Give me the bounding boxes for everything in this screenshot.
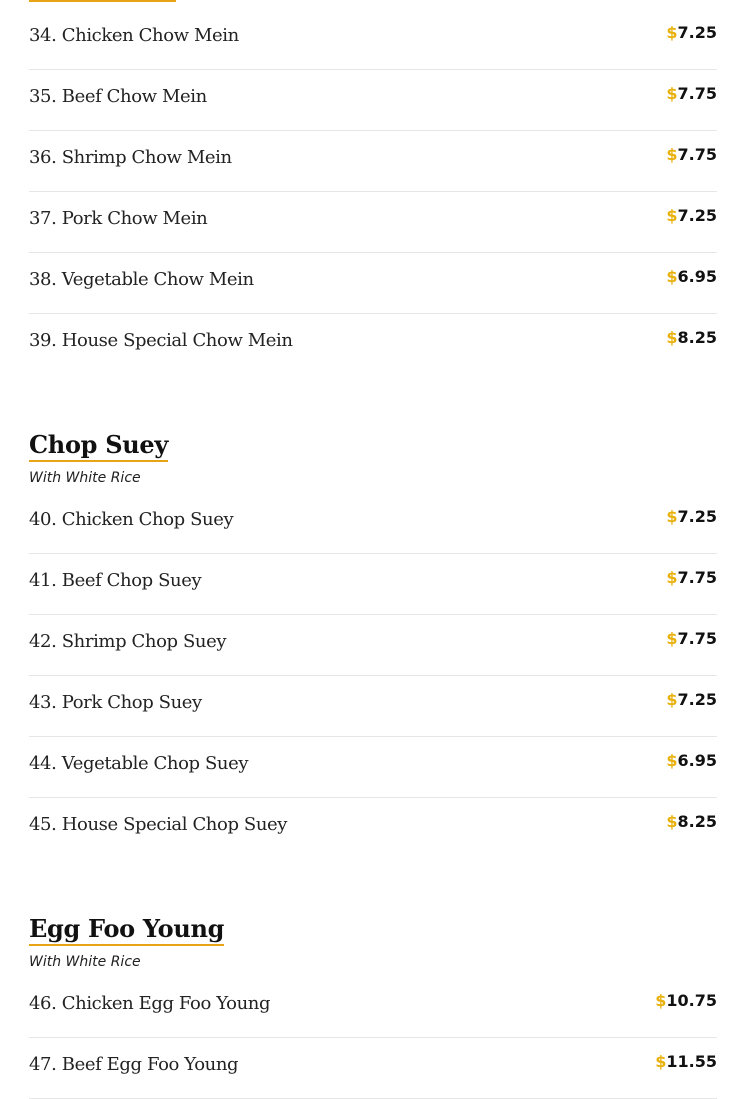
dollar-sign: $	[666, 629, 678, 648]
section-title: Chop Suey	[29, 430, 168, 462]
price-value: 8.25	[677, 328, 717, 347]
item-name: 43. Pork Chop Suey	[29, 692, 202, 713]
menu-item[interactable]	[29, 192, 717, 253]
section-chow-mein	[29, 0, 717, 374]
menu-item[interactable]	[29, 314, 717, 374]
price-value: 7.75	[677, 629, 717, 648]
item-price	[666, 267, 717, 286]
dollar-sign: $	[666, 267, 678, 286]
item-price	[666, 629, 717, 648]
menu-item[interactable]	[29, 554, 717, 615]
item-name: 34. Chicken Chow Mein	[29, 25, 239, 46]
item-name: 45. House Special Chop Suey	[29, 814, 288, 835]
dollar-sign: $	[666, 23, 678, 42]
section-title	[29, 0, 176, 2]
menu-item[interactable]	[29, 615, 717, 676]
menu-item[interactable]	[29, 9, 717, 70]
dollar-sign: $	[666, 145, 678, 164]
section-subtitle: With White Rice	[29, 470, 141, 486]
item-name: 40. Chicken Chop Suey	[29, 509, 234, 530]
section-title: Egg Foo Young	[29, 914, 224, 946]
section-egg-foo-young	[29, 914, 717, 1099]
dollar-sign: $	[666, 690, 678, 709]
item-name: 44. Vegetable Chop Suey	[29, 753, 249, 774]
price-value: 7.25	[677, 206, 717, 225]
menu-page	[29, 0, 717, 1099]
price-value: 7.25	[677, 23, 717, 42]
dollar-sign: $	[666, 812, 678, 831]
item-price	[655, 991, 717, 1010]
dollar-sign: $	[666, 568, 678, 587]
item-price	[666, 145, 717, 164]
price-value: 7.25	[677, 690, 717, 709]
price-value: 6.95	[677, 751, 717, 770]
menu-item[interactable]	[29, 737, 717, 798]
menu-item[interactable]	[29, 676, 717, 737]
menu-item[interactable]	[29, 253, 717, 314]
menu-item[interactable]	[29, 493, 717, 554]
menu-item[interactable]	[29, 70, 717, 131]
item-name: 41. Beef Chop Suey	[29, 570, 202, 591]
item-name: 37. Pork Chow Mein	[29, 208, 208, 229]
item-price	[666, 507, 717, 526]
price-value: 8.25	[677, 812, 717, 831]
price-value: 7.75	[677, 145, 717, 164]
menu-item[interactable]	[29, 798, 717, 858]
item-name: 36. Shrimp Chow Mein	[29, 147, 232, 168]
section-subtitle: With White Rice	[29, 954, 141, 970]
item-name: 46. Chicken Egg Foo Young	[29, 993, 271, 1014]
dollar-sign: $	[655, 991, 667, 1010]
item-price	[666, 751, 717, 770]
item-name: 35. Beef Chow Mein	[29, 86, 207, 107]
price-value: 11.55	[666, 1052, 717, 1071]
menu-item[interactable]	[29, 131, 717, 192]
price-value: 6.95	[677, 267, 717, 286]
item-price	[666, 23, 717, 42]
price-value: 7.75	[677, 84, 717, 103]
item-name: 38. Vegetable Chow Mein	[29, 269, 254, 290]
menu-item[interactable]	[29, 977, 717, 1038]
item-price	[666, 206, 717, 225]
menu-item[interactable]	[29, 1038, 717, 1099]
item-price	[666, 690, 717, 709]
dollar-sign: $	[655, 1052, 667, 1071]
item-name: 47. Beef Egg Foo Young	[29, 1054, 239, 1075]
item-price	[666, 328, 717, 347]
dollar-sign: $	[666, 84, 678, 103]
item-name: 42. Shrimp Chop Suey	[29, 631, 227, 652]
item-price	[666, 568, 717, 587]
item-price	[655, 1052, 717, 1071]
dollar-sign: $	[666, 328, 678, 347]
price-value: 10.75	[666, 991, 717, 1010]
item-price	[666, 84, 717, 103]
dollar-sign: $	[666, 751, 678, 770]
item-name: 39. House Special Chow Mein	[29, 330, 293, 351]
price-value: 7.75	[677, 568, 717, 587]
dollar-sign: $	[666, 507, 678, 526]
price-value: 7.25	[677, 507, 717, 526]
dollar-sign: $	[666, 206, 678, 225]
item-price	[666, 812, 717, 831]
section-chop-suey	[29, 430, 717, 858]
